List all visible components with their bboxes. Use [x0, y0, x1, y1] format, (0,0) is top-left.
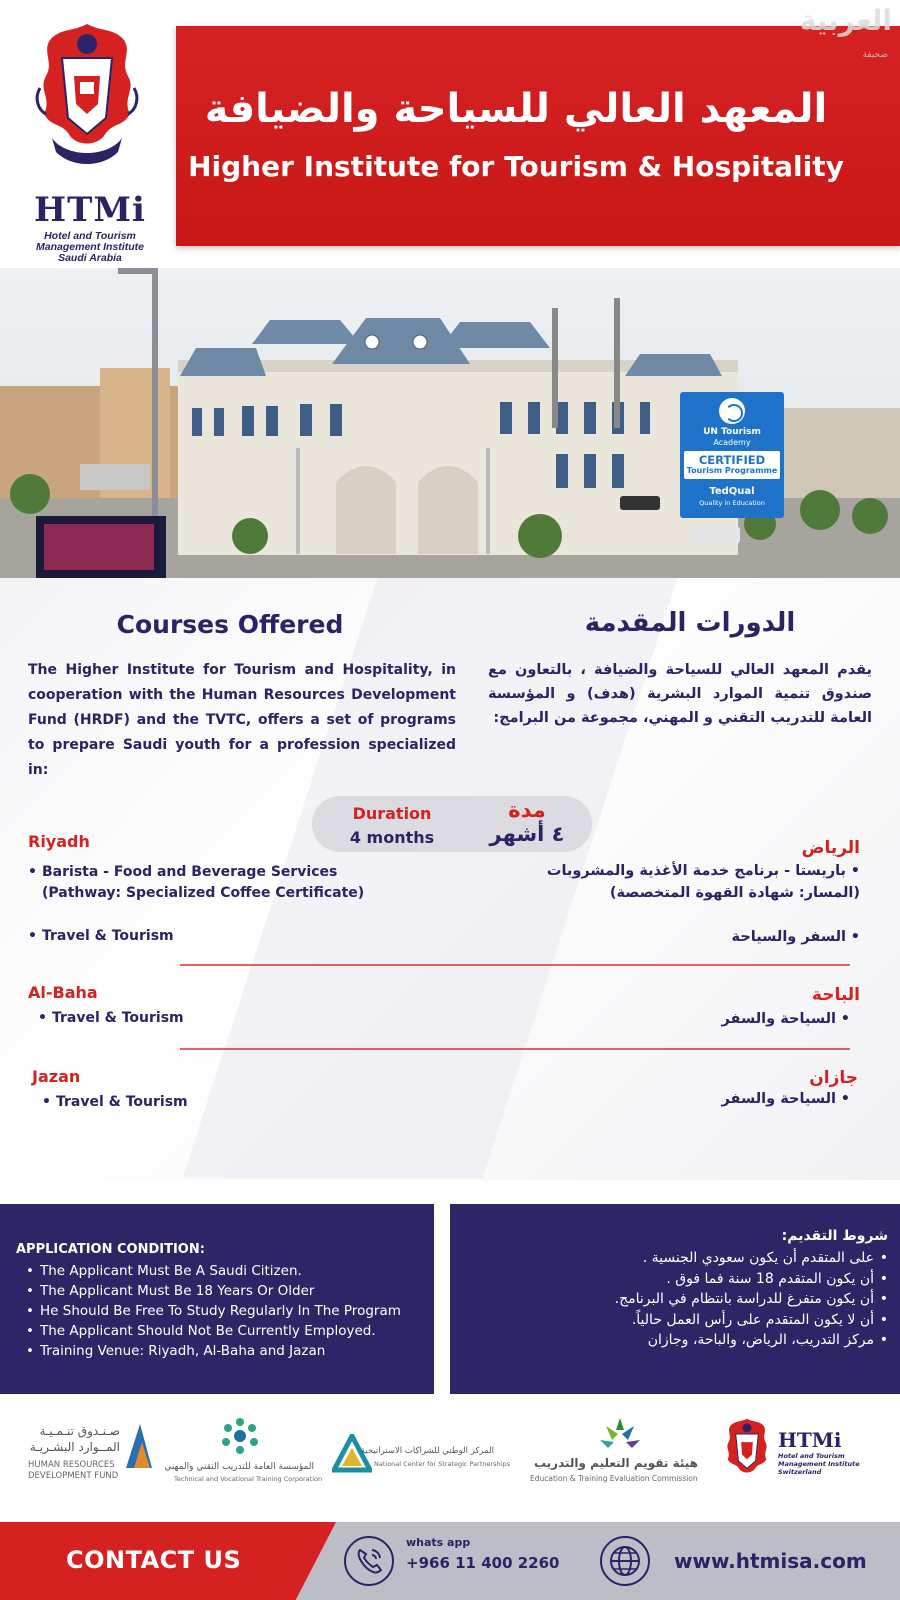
- city-jazan-en: Jazan: [32, 1067, 81, 1086]
- title-arabic: المعهد العالي للسياحة والضيافة: [204, 86, 828, 132]
- city-albaha-ar: الباحة: [811, 985, 860, 1005]
- city-riyadh-ar: الرياض: [801, 838, 860, 858]
- condition-item: • أن يكون المتقدم 18 سنة فما فوق .: [615, 1269, 888, 1290]
- duration-label-en: Duration: [352, 804, 432, 823]
- tvtc-mark-icon: [220, 1416, 260, 1456]
- conditions-title-ar: شروط التقديم:: [781, 1228, 888, 1244]
- conditions-list-ar: [615, 1248, 888, 1351]
- intro-english: The Higher Institute for Tourism and Hospitality, in cooperation with the Human Resources Development Fund (HRDF) and the TVTC, offers a set of programs to prepare Saudi youth for a profession specialized in:: [28, 662, 456, 778]
- duration-value-ar: ٤ أشهر: [489, 822, 565, 846]
- newspaper-watermark: العربية صحيفة: [799, 4, 892, 60]
- crest-icon: [32, 18, 142, 178]
- condition-item: • مركز التدريب، الرياض، والباحة، وجازان: [615, 1330, 888, 1351]
- duration-value-en: 4 months: [349, 828, 435, 847]
- course-item-travel-jazan-en: • Travel & Tourism: [42, 1094, 188, 1110]
- condition-item: • He Should Be Free To Study Regularly In The Program: [26, 1301, 401, 1321]
- conditions-title-en: APPLICATION CONDITION:: [16, 1242, 205, 1257]
- conditions-list-en: [26, 1261, 401, 1361]
- title-english: Higher Institute for Tourism & Hospitality: [188, 150, 844, 183]
- header: [0, 0, 900, 262]
- building-photo: [0, 268, 900, 578]
- city-jazan-ar: جازان: [809, 1068, 858, 1088]
- city-riyadh-en: Riyadh: [28, 832, 90, 851]
- condition-item: • أن لا يكون المتقدم على رأس العمل حالياً.: [615, 1310, 888, 1331]
- un-tourism-globe-icon: [719, 398, 745, 424]
- duration-label-ar: مدة: [508, 798, 546, 822]
- course-item-travel-albaha-en: • Travel & Tourism: [38, 1010, 184, 1026]
- badge-certified-box: CERTIFIED Tourism Programme: [684, 451, 780, 479]
- phone-number[interactable]: +966 11 400 2260: [406, 1554, 560, 1572]
- etec-mark-icon: [598, 1416, 642, 1452]
- htmi-crest-small-icon: [722, 1416, 772, 1488]
- course-item-travel-riyadh-ar: •السفر والسياحة: [731, 929, 860, 945]
- course-item-barista-en: • Barista - Food and Beverage Services (Pathway: Specialized Coffee Certificate): [28, 864, 365, 901]
- contact-us-label: CONTACT US: [66, 1546, 242, 1574]
- conditions-panel-english: [0, 1204, 434, 1394]
- course-item-travel-riyadh-en: • Travel & Tourism: [28, 928, 174, 944]
- condition-item: • The Applicant Should Not Be Currently Employed.: [26, 1321, 401, 1341]
- htmi-logo: [10, 18, 170, 264]
- course-item-travel-jazan-ar: •السياحة والسفر: [721, 1091, 850, 1107]
- partner-etec-logo: هيئة تقويم التعليم والتدريب Education & Training Evaluation Commission: [528, 1416, 708, 1500]
- course-item-barista-ar: •باريستا - برنامج خدمة الأغذية والمشروبات (المسار: شهادة القهوة المتخصصة): [546, 863, 860, 901]
- condition-item: • أن يكون متفرغ للدراسة بانتظام في البرنامج.: [615, 1289, 888, 1310]
- whatsapp-label: whats app: [406, 1536, 471, 1549]
- website-link[interactable]: www.htmisa.com: [674, 1549, 867, 1573]
- logo-subtitle: Hotel and Tourism Management Institute Saudi Arabia: [36, 230, 144, 264]
- logo-wordmark: HTMi: [34, 190, 146, 230]
- phone-icon[interactable]: [344, 1536, 394, 1586]
- un-tourism-certified-badge: UN Tourism Academy CERTIFIED Tourism Programme TedQual Quality in Education: [680, 392, 784, 518]
- partner-ncsp-logo: المركز الوطني للشراكات الاستراتيجية National Center for Strategic Partnerships: [330, 1416, 500, 1500]
- globe-icon[interactable]: [600, 1536, 650, 1586]
- courses-heading-english: Courses Offered: [116, 610, 344, 639]
- condition-item: • The Applicant Must Be 18 Years Or Older: [26, 1281, 401, 1301]
- contact-bar: [0, 1522, 900, 1600]
- partner-tvtc-logo: المؤسسة العامة للتدريب التقني والمهني Technical and Vocational Training Corporation: [168, 1416, 318, 1500]
- section-divider: [180, 964, 850, 966]
- conditions-panel-arabic: [450, 1204, 900, 1394]
- condition-item: • على المتقدم أن يكون سعودي الجنسية .: [615, 1248, 888, 1269]
- partners-strip: [0, 1394, 900, 1522]
- courses-heading-arabic: الدورات المقدمة: [584, 608, 796, 638]
- condition-item: • Training Venue: Riyadh, Al-Baha and Jazan: [26, 1341, 401, 1361]
- section-divider: [180, 1048, 850, 1050]
- partner-htmi-switzerland-logo: HTMi Hotel and Tourism Management Institute Switzerland: [722, 1416, 882, 1500]
- duration-pill: [312, 796, 592, 852]
- courses-section: [0, 578, 900, 1180]
- partner-hrdf-logo: صـنـدوق تنـمـيـة المــوارد البشـريـة HUMAN RESOURCES DEVELOPMENT FUND: [24, 1416, 154, 1500]
- city-albaha-en: Al-Baha: [28, 983, 98, 1002]
- hrdf-mark-icon: [124, 1422, 154, 1470]
- intro-arabic: يقدم المعهد العالي للسياحة والضيافة ، بالتعاون مع صندوق تنمية الموارد البشرية (هدف) و المؤسسة العامة للتدريب التقني و المهني، مجموعة من البرامج:: [488, 662, 872, 726]
- condition-item: • The Applicant Must Be A Saudi Citizen.: [26, 1261, 401, 1281]
- course-item-travel-albaha-ar: •السياحة والسفر: [721, 1011, 850, 1027]
